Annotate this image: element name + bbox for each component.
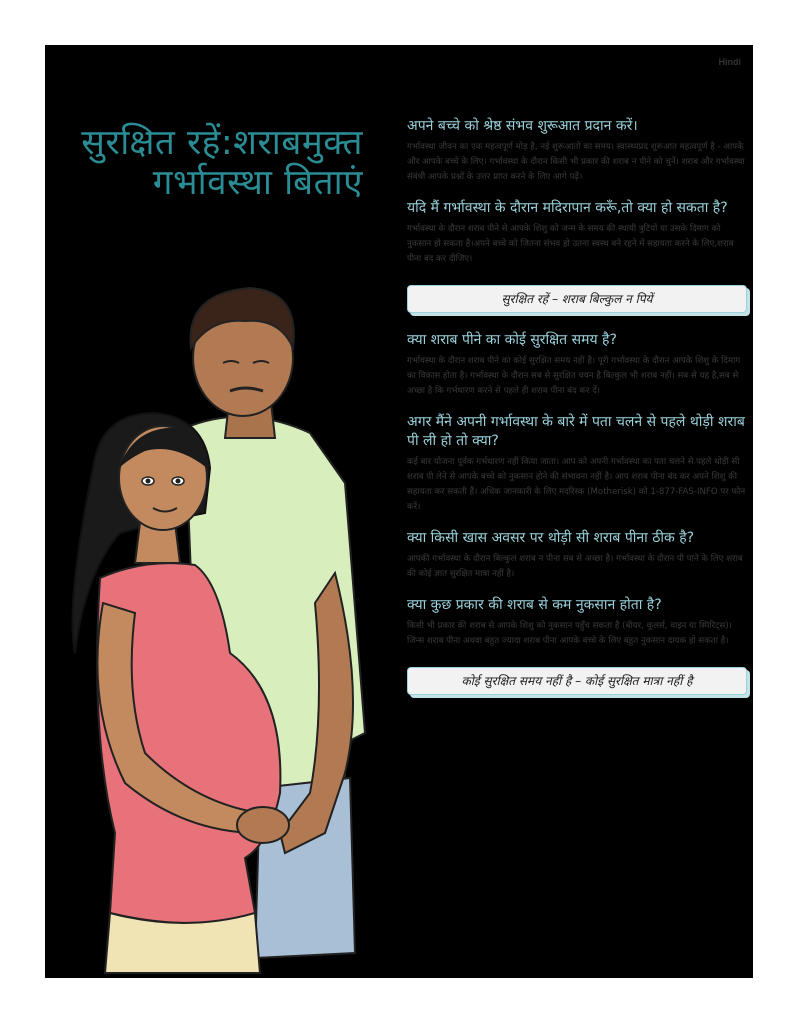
couple-illustration [45,273,385,978]
section-special-occasion [407,529,747,582]
callout-no-safe-amount: कोई सुरक्षित समय नहीं है – कोई सुरक्षित मात्रा नहीं है [407,667,747,695]
section-before-knowing [407,413,747,515]
language-label: Hindi [718,57,741,67]
section-body: आपकी गर्भावस्था के दौरान बिल्कुल शराब न पीना सब से अच्छा है। गर्भावस्था के दौरान पी पाने के लिए शराब की कोई ज्ञात सुरक्षित मात्रा नहीं है। [407,554,743,579]
page-title [81,123,363,203]
woman-skirt [105,913,260,973]
section-body: गर्भावस्था के दौरान शराब पीने का कोई सुरक्षित समय नहीं है। पूरी गर्भावस्था के दौरान आपके शिशु के दिमाग का विकास होता है। गर्भावस्था के दौरान सब से सुरक्षित चयन है बिल्कुल भी शराब नहीं। सब से यह है,सब से अच्छा है कि गर्भधारण करने से पहले ही शराब पीना बंद कर दें। [407,356,741,396]
section-heading: यदि मैं गर्भावस्था के दौरान मदिरापान करूँ,तो क्या हो सकता है? [407,200,728,216]
content-column [407,117,747,713]
section-best-start [407,117,747,185]
callout-stay-safe: सुरक्षित रहें – शराब बिल्कुल न पियें [407,285,747,313]
section-what-happens [407,199,747,267]
section-heading: क्या किसी खास अवसर पर थोड़ी सी शराब पीना ठीक है? [407,530,695,546]
title-line-1: सुरक्षित रहें:शराबमुक्त [81,123,363,163]
section-less-harm [407,596,747,649]
section-safe-time [407,331,747,399]
section-body: गर्भावस्था जीवन का एक महत्वपूर्ण मोड़ है, नई शुरूआतों का समय। स्वास्थ्यप्रद शुरूआत महत्वपूर्ण है - आपके और आपके बच्चे के लिए। गर्भावस्था के दौरान किसी भी प्रकार की शराब न पीने को चुनें। शराब और गर्भावस्था संबंधी आपके प्रश्नों के उत्तर प्राप्त करने के लिए आगे पढ़ें। [407,142,745,182]
section-heading: क्या शराब पीने का कोई सुरक्षित समय है? [407,332,617,348]
title-line-2: गर्भावस्था बिताएं [152,163,363,203]
section-body: कई बार योजना पूर्वक गर्भधारण नहीं किया जाता। आप को अपनी गर्भावस्था का पता चलने से पहले थोड़ी सी शराब पी लेने से आपके बच्चे को नुकसान होने की संभावना नहीं है। आप शराब पीना बंद कर अपने शिशु की सहायता कर सकती हैं। अधिक जानकारी के लिए मदरिस्क (Motherisk) को 1-877-FAS-INFO पर फोन करें। [407,457,746,512]
poster-page [45,45,753,978]
section-heading: अपने बच्चे को श्रेष्ठ संभव शुरूआत प्रदान करें। [407,118,638,134]
hands [237,807,289,843]
section-body: किसी भी प्रकार की शराब से आपके शिशु को नुकसान पहुँच सकता है (बीयर, कूलर्स, वाइन या स्पिरिट्स)।जिन्स शराब पीना अथवा बहुत ज्यादा शराब पीना आपके बच्चे के लिए बहुत नुकसान दायक हो सकता है। [407,621,732,646]
section-heading: अगर मैंने अपनी गर्भावस्था के बारे में पता चलने से पहले थोड़ी शराब पी ली हो तो क्या? [407,414,745,449]
section-heading: क्या कुछ प्रकार की शराब से कम नुकसान होता है? [407,597,662,613]
section-body: गर्भावस्था के दौरान शराब पीने से आपके शिशु को जन्म के समय की स्थायी त्रुटियों या उसके दिमाग को नुकसान हो सकता है।अपने बच्चे को जितना संभव हो उतना स्वस्थ बने रहने में सहायता करने के लिए,शराब पीना बंद कर दीजिए। [407,224,734,264]
